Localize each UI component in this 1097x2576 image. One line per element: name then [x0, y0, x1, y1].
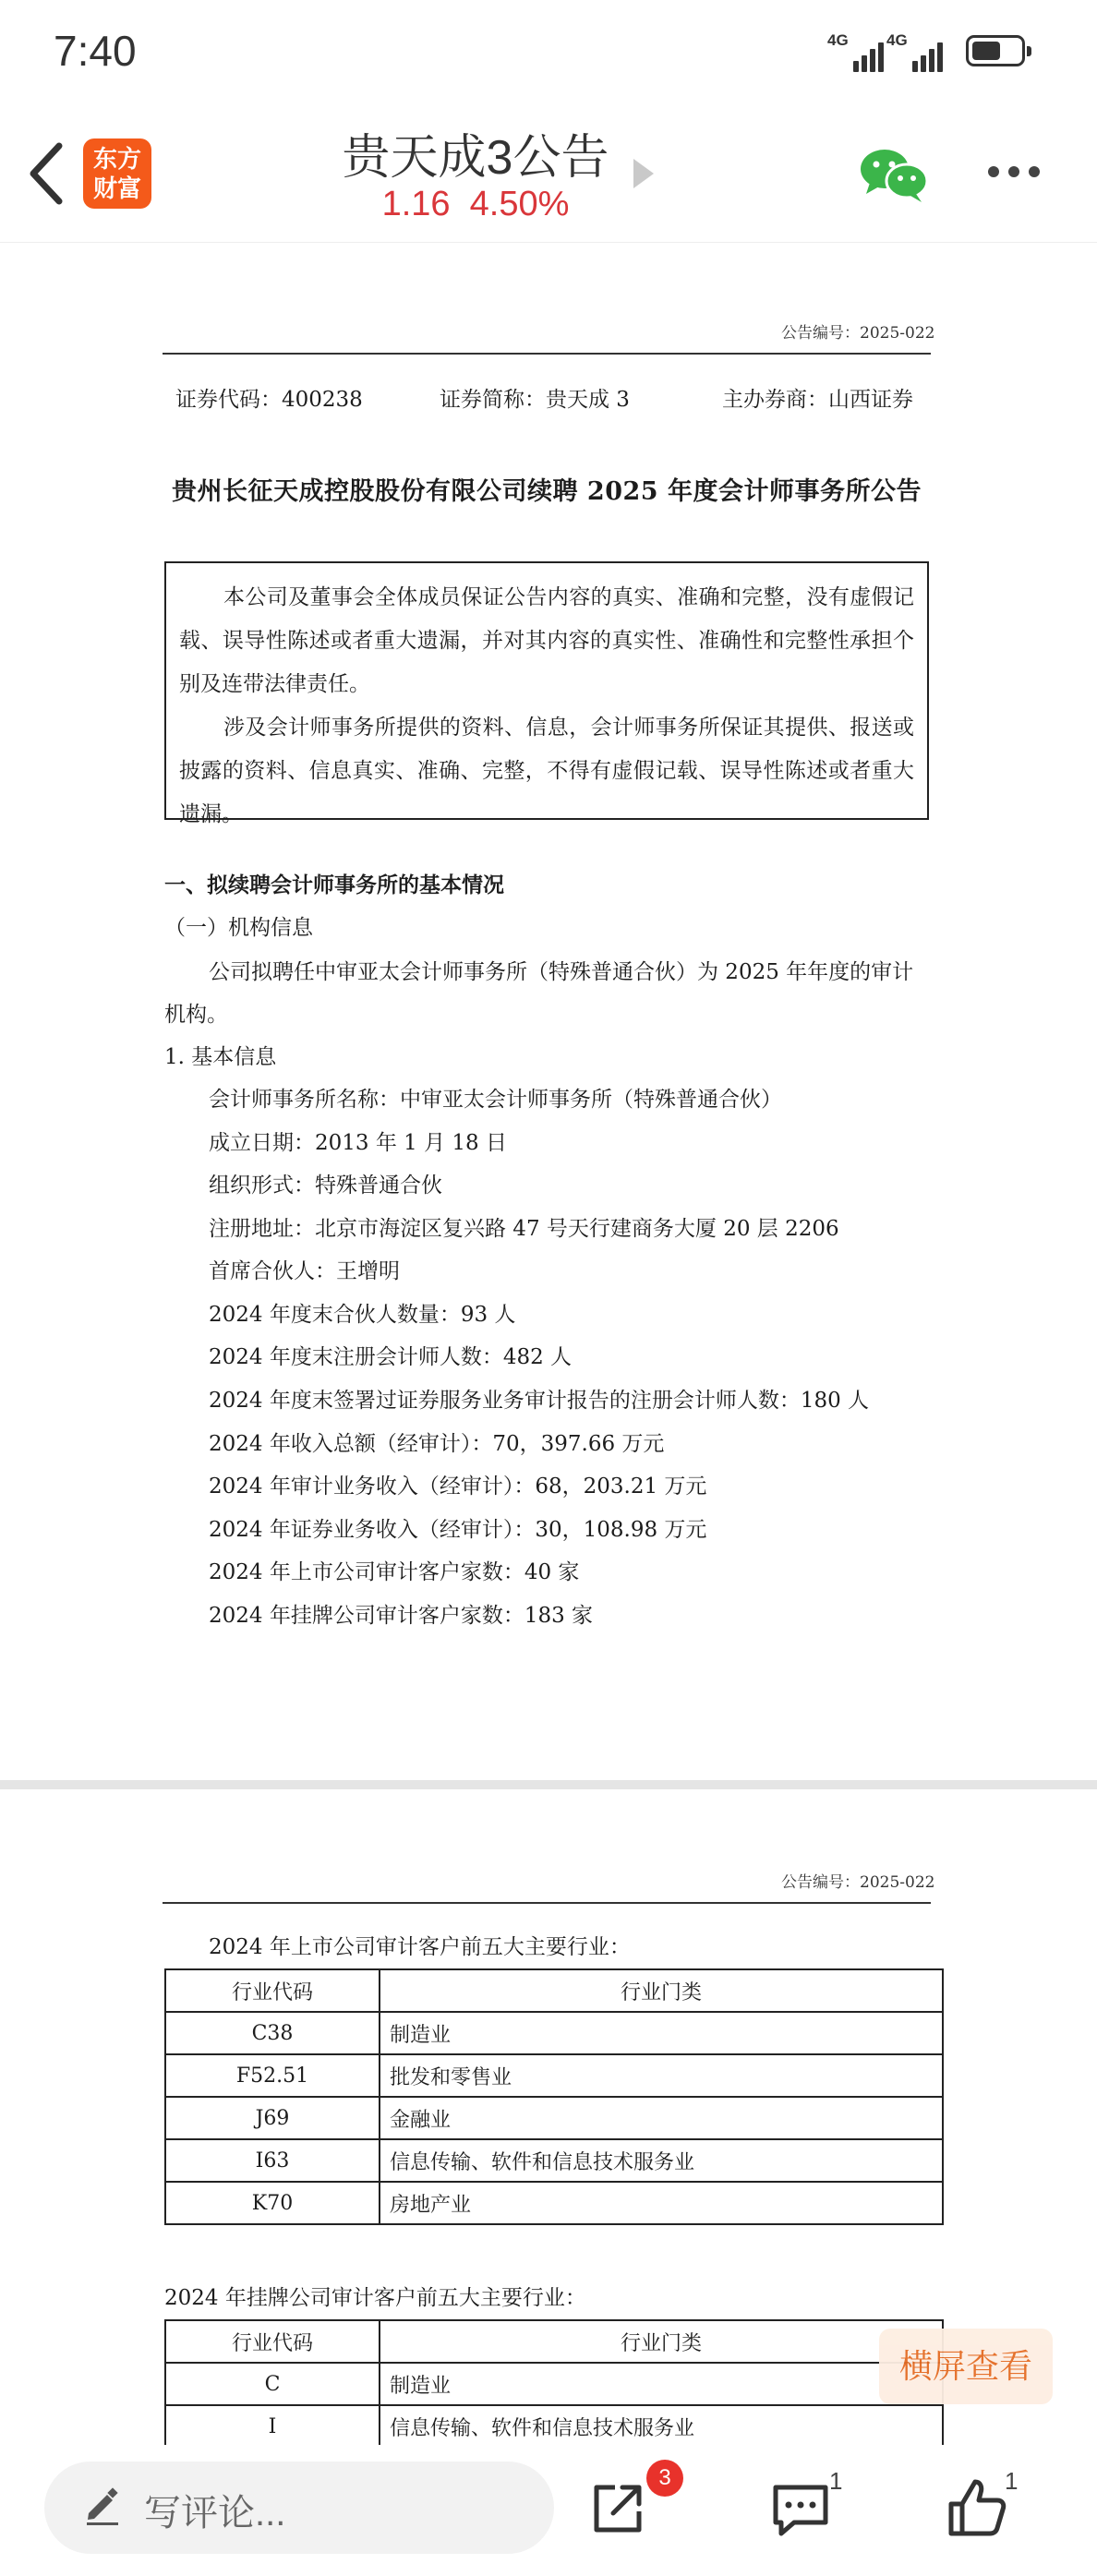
- industry-table-listed-nonlisted: [164, 2319, 944, 2449]
- share-count-badge: 3: [646, 2460, 683, 2497]
- table-row: [165, 2182, 943, 2224]
- likes-count: 1: [1005, 2467, 1019, 2495]
- back-arrow-icon[interactable]: [20, 137, 76, 211]
- table-cell: 房地产业: [380, 2182, 943, 2224]
- table-cell: C: [165, 2363, 380, 2405]
- comments-icon[interactable]: [770, 2482, 831, 2539]
- app-logo[interactable]: [83, 138, 151, 209]
- status-time: 7:40: [54, 27, 137, 75]
- play-arrow-icon[interactable]: [633, 159, 654, 188]
- detail-line: 2024 年上市公司审计客户家数：40 家: [209, 1560, 580, 1584]
- thumbs-up-icon[interactable]: [946, 2476, 1008, 2539]
- logo-text-line2: 财富: [92, 175, 141, 202]
- wechat-share-icon[interactable]: [859, 146, 929, 203]
- table-cell: 金融业: [380, 2097, 943, 2139]
- detail-line: 2024 年度末注册会计师人数：482 人: [209, 1345, 573, 1369]
- logo-text-line1: 东方: [92, 145, 141, 173]
- table-cell: I63: [165, 2139, 380, 2182]
- share-icon[interactable]: [587, 2478, 648, 2539]
- sponsor-broker: 主办券商：山西证券: [722, 388, 913, 412]
- section-heading: 一、拟续聘会计师事务所的基本情况: [164, 873, 504, 897]
- stock-title[interactable]: 贵天成3公告: [342, 131, 609, 185]
- table-cell: 制造业: [380, 2363, 943, 2405]
- table-cell: J69: [165, 2097, 380, 2139]
- detail-line: 2024 年度末签署过证券服务业务审计报告的注册会计师人数：180 人: [209, 1389, 870, 1413]
- announcement-number: 公告编号：2025-022: [781, 1873, 935, 1892]
- table-caption: 2024 年上市公司审计客户前五大主要行业：: [209, 1935, 631, 1959]
- detail-line: 2024 年证券业务收入（经审计）：30，108.98 万元: [209, 1518, 707, 1542]
- table-header-cell: 行业门类: [380, 1969, 943, 2012]
- table-cell: 信息传输、软件和信息技术服务业: [380, 2139, 943, 2182]
- header-rule: [163, 353, 931, 355]
- more-options-icon[interactable]: [988, 166, 1043, 179]
- table-caption: 2024 年挂牌公司审计客户前五大主要行业：: [164, 2286, 586, 2310]
- table-cell: 批发和零售业: [380, 2054, 943, 2097]
- table-cell: I: [165, 2405, 380, 2448]
- security-abbreviation: 证券简称：贵天成 3: [440, 388, 630, 412]
- disclaimer-paragraph: 涉及会计师事务所提供的资料、信息，会计师事务所保证其提供、报送或披露的资料、信息真实、准确、完整，不得有虚假记载、误导性陈述或者重大遗漏。: [179, 716, 914, 826]
- detail-line: 2024 年审计业务收入（经审计）：68，203.21 万元: [209, 1475, 707, 1499]
- table-row: [165, 2405, 943, 2448]
- stock-price: 1.16: [381, 185, 451, 223]
- table-row: [165, 2363, 943, 2405]
- detail-line: 注册地址：北京市海淀区复兴路 47 号天行建商务大厦 20 层 2206: [209, 1217, 839, 1241]
- landscape-view-button[interactable]: 横屏查看: [879, 2329, 1053, 2404]
- table-header-cell: 行业代码: [165, 1969, 380, 2012]
- table-header-row: [165, 2320, 943, 2363]
- detail-line: 2024 年收入总额（经审计）：70，397.66 万元: [209, 1432, 665, 1456]
- table-header-row: [165, 1969, 943, 2012]
- intro-paragraph: 公司拟聘任中审亚太会计师事务所（特殊普通合伙）为 2025 年年度的审计机构。: [164, 960, 914, 1027]
- table-row: [165, 2054, 943, 2097]
- detail-line: 成立日期：2013 年 1 月 18 日: [209, 1131, 507, 1155]
- table-cell: K70: [165, 2182, 380, 2224]
- table-cell: 信息传输、软件和信息技术服务业: [380, 2405, 943, 2448]
- comment-placeholder[interactable]: 写评论...: [144, 2493, 286, 2534]
- table-row: [165, 2012, 943, 2054]
- table-cell: 制造业: [380, 2012, 943, 2054]
- document-title: 贵州长征天成控股股份有限公司续聘 2025 年度会计师事务所公告: [172, 477, 922, 506]
- detail-line: 2024 年度末合伙人数量：93 人: [209, 1303, 516, 1327]
- stock-quote[interactable]: [314, 185, 637, 224]
- page-separator: [0, 1780, 1097, 1789]
- table-row: [165, 2097, 943, 2139]
- battery-icon: [966, 35, 1025, 66]
- comments-count: 1: [829, 2467, 843, 2495]
- basic-info-heading: 1. 基本信息: [164, 1045, 277, 1069]
- table-header-cell: 行业门类: [380, 2320, 943, 2363]
- industry-table-listed: [164, 1968, 944, 2225]
- disclaimer-paragraph: 本公司及董事会全体成员保证公告内容的真实、准确和完整，没有虚假记载、误导性陈述或者重大遗漏，并对其内容的真实性、准确性和完整性承担个别及连带法律责任。: [179, 585, 914, 696]
- disclaimer-box: [164, 561, 929, 826]
- subsection-heading: （一）机构信息: [164, 916, 313, 940]
- table-cell: C38: [165, 2012, 380, 2054]
- stock-change: 4.50%: [469, 185, 570, 223]
- security-code: 证券代码：400238: [175, 388, 363, 412]
- detail-line: 首席合伙人：王增明: [209, 1259, 400, 1283]
- table-row: [165, 2139, 943, 2182]
- announcement-number: 公告编号：2025-022: [781, 324, 935, 343]
- pencil-icon: [81, 2484, 124, 2526]
- header-rule: [163, 1902, 931, 1904]
- header-divider: [0, 242, 1097, 243]
- table-header-cell: 行业代码: [165, 2320, 380, 2363]
- detail-line: 组织形式：特殊普通合伙: [209, 1174, 442, 1198]
- table-cell: F52.51: [165, 2054, 380, 2097]
- detail-line: 2024 年挂牌公司审计客户家数：183 家: [209, 1604, 594, 1628]
- detail-line: 会计师事务所名称：中审亚太会计师事务所（特殊普通合伙）: [209, 1088, 782, 1112]
